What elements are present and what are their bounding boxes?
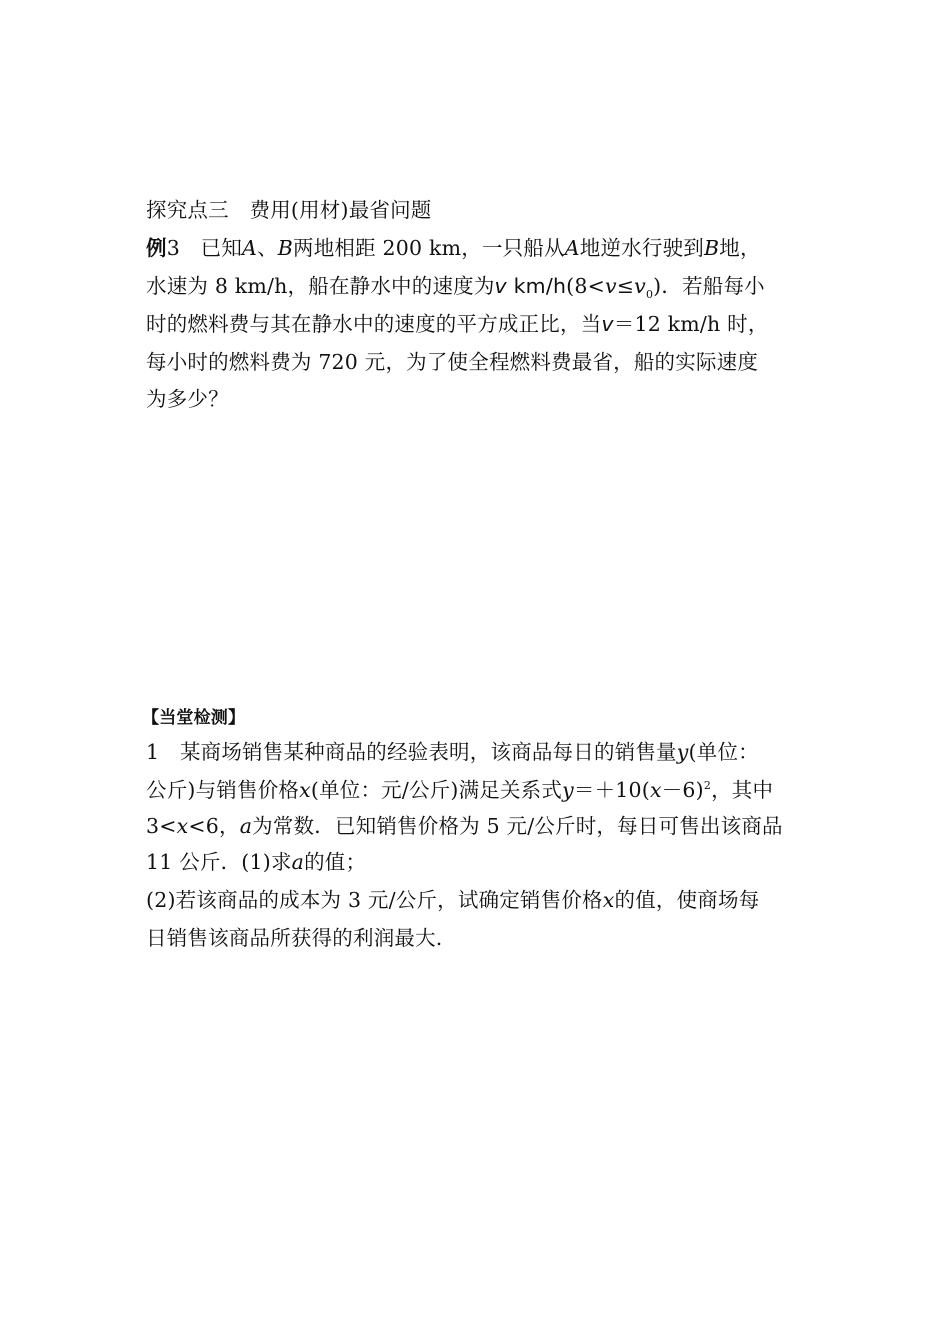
- question-text: (2)若该商品的成本为 3 元/公斤，试确定销售价格: [146, 888, 603, 912]
- var-a-const: a: [239, 814, 253, 838]
- question-text: ，其中: [711, 778, 774, 802]
- question-text: 日销售该商品所获得的利润最大.: [146, 926, 443, 950]
- question-text: 为常数．已知销售价格为 5 元/公斤时，每日可售出该商品: [252, 814, 783, 838]
- var-y: y: [676, 740, 689, 764]
- example-3-line-1: [146, 234, 761, 262]
- check-heading: [142, 704, 245, 732]
- question-text: －6): [661, 778, 704, 802]
- question-1-line-5: [146, 886, 759, 914]
- var-b: B: [277, 236, 294, 260]
- question-text: 公斤)与销售价格: [146, 778, 300, 802]
- var-v: v: [604, 274, 617, 298]
- example-text: 为多少？: [146, 387, 229, 411]
- section-title: [146, 196, 432, 224]
- example-text: )．若船每小: [653, 274, 765, 298]
- var-b: B: [703, 236, 720, 260]
- question-1-line-4: [146, 848, 366, 876]
- var-y: y: [562, 778, 574, 802]
- question-1-line-2: [146, 776, 773, 804]
- question-text: 的值，使商场每: [614, 888, 760, 912]
- example-text: ＝12 km/h 时，: [613, 312, 769, 336]
- var-a: A: [242, 236, 258, 260]
- var-a: A: [564, 236, 580, 260]
- question-text: 11 公斤．(1)求: [146, 850, 292, 874]
- superscript-2: 2: [703, 779, 712, 793]
- var-v0: v: [634, 274, 646, 298]
- section-exploration-3: [146, 196, 816, 416]
- var-x: x: [299, 778, 311, 802]
- example-text: 地逆水行驶到: [579, 236, 704, 260]
- classroom-check: [142, 704, 816, 964]
- var-v: v: [601, 312, 614, 336]
- var-a-const: a: [291, 850, 305, 874]
- question-1-line-1: [146, 738, 759, 766]
- question-text: 的值；: [304, 850, 367, 874]
- example-3-line-4: [146, 348, 758, 376]
- var-x: x: [602, 888, 615, 912]
- example-text: ≤: [616, 274, 635, 298]
- separator: 、: [257, 236, 278, 260]
- subscript-0: 0: [645, 288, 654, 302]
- example-label: 例: [146, 236, 167, 260]
- example-text: 两地相距 200 km，一只船从: [293, 236, 565, 260]
- check-heading-text: 【当堂检测】: [142, 708, 246, 728]
- example-text: 水速为 8 km/h，船在静水中的速度为: [146, 274, 495, 298]
- question-text: ＝＋10(: [573, 778, 650, 802]
- question-1-line-6: [146, 924, 443, 952]
- example-text: 每小时的燃料费为 720 元，为了使全程燃料费最省，船的实际速度: [146, 350, 759, 374]
- var-x: x: [176, 814, 189, 838]
- question-text: <6，: [188, 814, 240, 838]
- question-text: 3<: [146, 814, 177, 838]
- var-x: x: [649, 778, 662, 802]
- section-title-text: 探究点三 费用(用材)最省问题: [146, 198, 432, 222]
- example-text: 时的燃料费与其在静水中的速度的平方成正比，当: [146, 312, 602, 336]
- question-text: (单位：元/公斤)满足关系式: [310, 778, 563, 802]
- question-1-line-3: [146, 812, 783, 840]
- example-3-line-3: [146, 310, 769, 338]
- example-3-line-5: [146, 385, 229, 413]
- example-3-line-2: [146, 272, 765, 300]
- question-text: (单位：: [688, 740, 759, 764]
- example-text: 3 已知: [166, 236, 243, 260]
- example-text: 地，: [719, 236, 761, 260]
- example-text: (8<: [566, 274, 605, 298]
- var-v: v: [494, 274, 507, 298]
- question-text: 1 某商场销售某种商品的经验表明，该商品每日的销售量: [146, 740, 677, 764]
- unit-kmh: km/h: [506, 274, 567, 298]
